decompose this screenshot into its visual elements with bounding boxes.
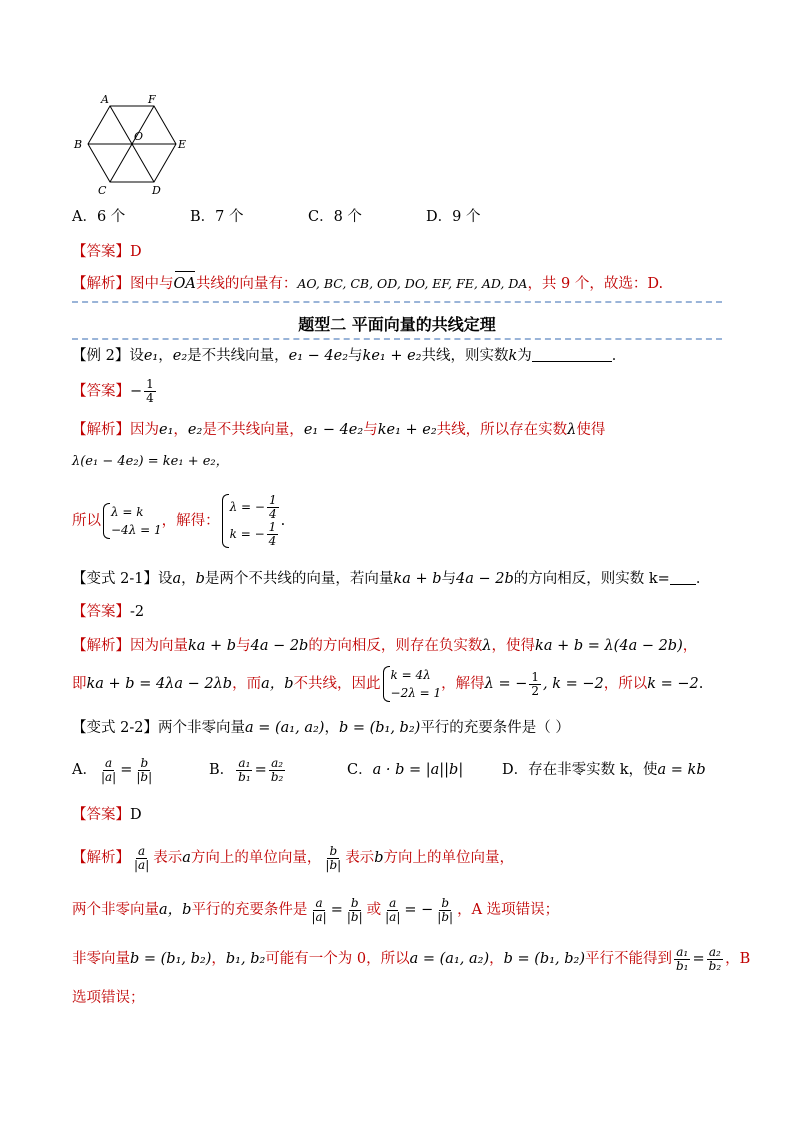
label-D: D bbox=[152, 184, 161, 197]
option-a[interactable]: A． $\frac{a}{|a|}$ = $\frac{b}{|b|}$ bbox=[72, 755, 153, 784]
example2-analysis-3: 所以 λ = k −4λ = 1 ，解得： λ = − $\frac{1}{4}$ k = − $\frac{1}{4}$ . bbox=[72, 493, 286, 548]
variant22-question: 【变式 2-2】两个非零向量a = (a₁, a₂)，b = (b₁, b₂)平行的充要条件是（ ） bbox=[72, 720, 570, 736]
q1-answer bbox=[72, 242, 142, 262]
label-F: F bbox=[148, 93, 156, 106]
variant22-answer: 【答案】D bbox=[72, 807, 142, 823]
variant21-answer: 【答案】-2 bbox=[72, 604, 145, 620]
label-A: A bbox=[101, 93, 109, 106]
answer-blank[interactable] bbox=[670, 570, 696, 585]
variant22-analysis-4: 选项错误； bbox=[72, 990, 145, 1006]
option-d[interactable]: D．9 个 bbox=[426, 209, 481, 225]
option-b[interactable]: B． $\frac{\text{a₁}}{\text{b₁}}$ = $\frac{\text{a₂}}{\text{b₂}}$ bbox=[209, 755, 284, 784]
section-title: 题型二 平面向量的共线定理 bbox=[298, 315, 496, 334]
answer-value: D bbox=[130, 244, 142, 260]
label-B: B bbox=[74, 138, 83, 151]
answer-blank[interactable] bbox=[532, 347, 612, 362]
variant22-options bbox=[72, 752, 706, 788]
example2-question: 【例 2】设e₁，e₂是不共线向量，e₁ − 4e₂与ke₁ + e₂共线，则实数k为 ． bbox=[72, 348, 627, 364]
section-divider-bottom bbox=[72, 338, 722, 340]
variant22-analysis-2: 两个非零向量a，b平行的充要条件是 $\frac{a}{|a|}$ = $\frac{b}{|b|}$ 或 $\frac{a}{|a|}$ = − $\frac{b}{|b|}$ ，A 选项错误； bbox=[72, 895, 560, 924]
option-a[interactable]: A．6 个 bbox=[72, 209, 126, 225]
option-c[interactable]: C．a · b = |a||b| bbox=[347, 762, 464, 778]
label-C: C bbox=[98, 184, 107, 197]
q1-analysis: 【解析】图中与OA共线的向量有：AO, BC, CB, OD, DO, EF, FE, AD, DA，共 9 个，故选：D. bbox=[72, 276, 664, 292]
example2-analysis-2: λ(e₁ − 4e₂) = ke₁ + e₂， bbox=[72, 454, 229, 469]
variant22-analysis-3: 非零向量b = (b₁, b₂)，b₁, b₂可能有一个为 0，所以a = (a₁, a₂)，b = (b₁, b₂)平行不能得到 $\frac{\text{a₁}}{\text{b₁}}$ = $\frac{\text{a₂}}{\text{b₂}}$ ，B bbox=[72, 944, 751, 973]
label-E: E bbox=[178, 138, 187, 151]
hexagon-figure bbox=[72, 92, 192, 200]
variant21-question: 【变式 2-1】设a，b是两个不共线的向量，若向量ka + b与4a − 2b的方向相反，则实数 k= ． bbox=[72, 571, 711, 587]
example2-answer: 【答案】− $\frac{1}{4}$ bbox=[72, 377, 154, 405]
option-b[interactable]: B．7 个 bbox=[190, 209, 244, 225]
option-d[interactable]: D．存在非零实数 k，使a = kb bbox=[502, 762, 706, 778]
section-divider-top bbox=[72, 301, 722, 303]
option-c[interactable]: C．8 个 bbox=[308, 209, 362, 225]
collinear-vector-list: AO, BC, CB, OD, DO, EF, FE, AD, DA bbox=[297, 276, 528, 291]
variant21-analysis-2: 即ka + b = 4λa − 2λb，而a，b不共线，因此 k = 4λ −2λ = 1 ，解得λ = − $\frac{1}{2}$ , k = −2，所以k = −2. bbox=[72, 668, 704, 700]
q1-options bbox=[72, 207, 480, 227]
analysis-tag: 【解析】 bbox=[72, 276, 130, 292]
variant21-analysis-1: 【解析】因为向量ka + b与4a − 2b的方向相反，则存在负实数λ，使得ka + b = λ(4a − 2b)， bbox=[72, 638, 698, 654]
example2-analysis-1: 【解析】因为e₁，e₂是不共线向量，e₁ − 4e₂与ke₁ + e₂共线，所以存在实数λ使得 bbox=[72, 422, 606, 438]
variant22-analysis-1: 【解析】 $\frac{a}{|a|}$ 表示a方向上的单位向量， $\frac{b}{|b|}$ 表示b方向上的单位向量， bbox=[72, 843, 514, 872]
answer-tag: 【答案】 bbox=[72, 244, 130, 260]
label-O: O bbox=[134, 130, 144, 143]
